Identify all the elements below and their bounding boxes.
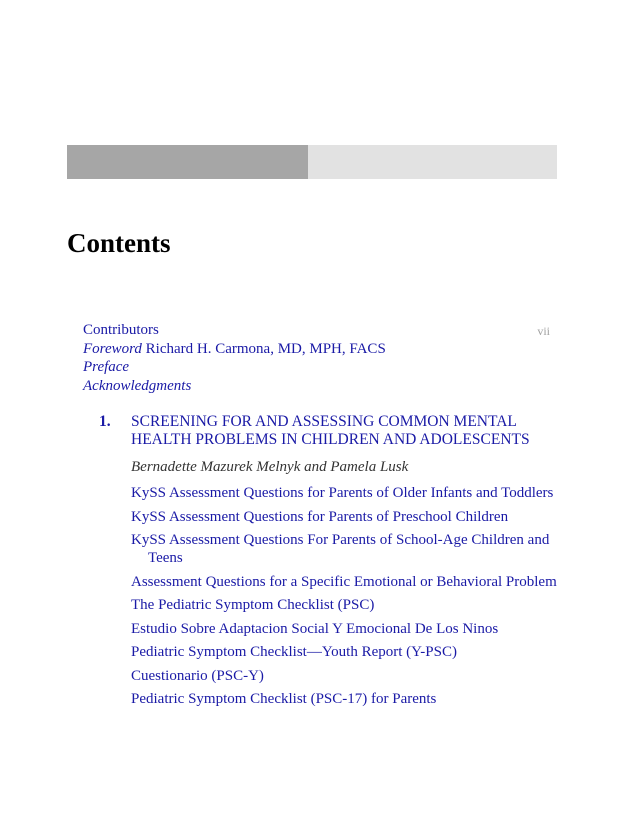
toc-link-preface[interactable]: Preface (83, 359, 130, 375)
toc-entry-link[interactable]: Pediatric Symptom Checklist (PSC-17) for Parents (131, 691, 437, 707)
toc-link-acknowledgments[interactable]: Acknowledgments (83, 377, 192, 394)
chapter-1 (99, 413, 559, 714)
front-matter (83, 321, 553, 395)
chapter-entries (131, 484, 559, 708)
page-title: Contents (67, 228, 171, 258)
foreword-label: Foreword (83, 340, 142, 357)
toc-entry-link[interactable]: Estudio Sobre Adaptacion Social Y Emocional De Los Ninos (131, 620, 499, 637)
chapter-title-link[interactable]: SCREENING FOR AND ASSESSING COMMON MENTAL HEALTH PROBLEMS IN CHILDREN AND ADOLESCENTS (131, 413, 530, 448)
chapter-authors: Bernadette Mazurek Melnyk and Pamela Lusk (131, 459, 409, 475)
contributors-page-number: vii (537, 324, 550, 338)
toc-entry-link[interactable]: KySS Assessment Questions for Parents of Preschool Children (131, 508, 509, 525)
toc-entry-link[interactable]: Pediatric Symptom Checklist—Youth Report (Y-PSC) (131, 644, 457, 660)
toc-entry-link[interactable]: The Pediatric Symptom Checklist (PSC) (131, 597, 375, 613)
foreword-author: Richard H. Carmona, MD, MPH, FACS (145, 340, 386, 357)
toc-entry-link[interactable]: Cuestionario (PSC-Y) (131, 667, 264, 684)
toc-link-contributors[interactable] (83, 321, 553, 340)
toc-entry-link[interactable]: KySS Assessment Questions For Parents of School-Age Children and Teens (131, 532, 550, 566)
chapter-number: 1. (99, 413, 111, 430)
toc-link-foreword[interactable] (83, 340, 553, 359)
contributors-label: Contributors (83, 322, 159, 338)
toc-entry-link[interactable]: KySS Assessment Questions for Parents of Older Infants and Toddlers (131, 485, 554, 501)
toc-entry-link[interactable]: Assessment Questions for a Specific Emotional or Behavioral Problem (131, 573, 557, 590)
header-bar (67, 145, 557, 179)
header-bar-light-segment (308, 145, 557, 179)
header-bar-dark-segment (67, 145, 308, 179)
